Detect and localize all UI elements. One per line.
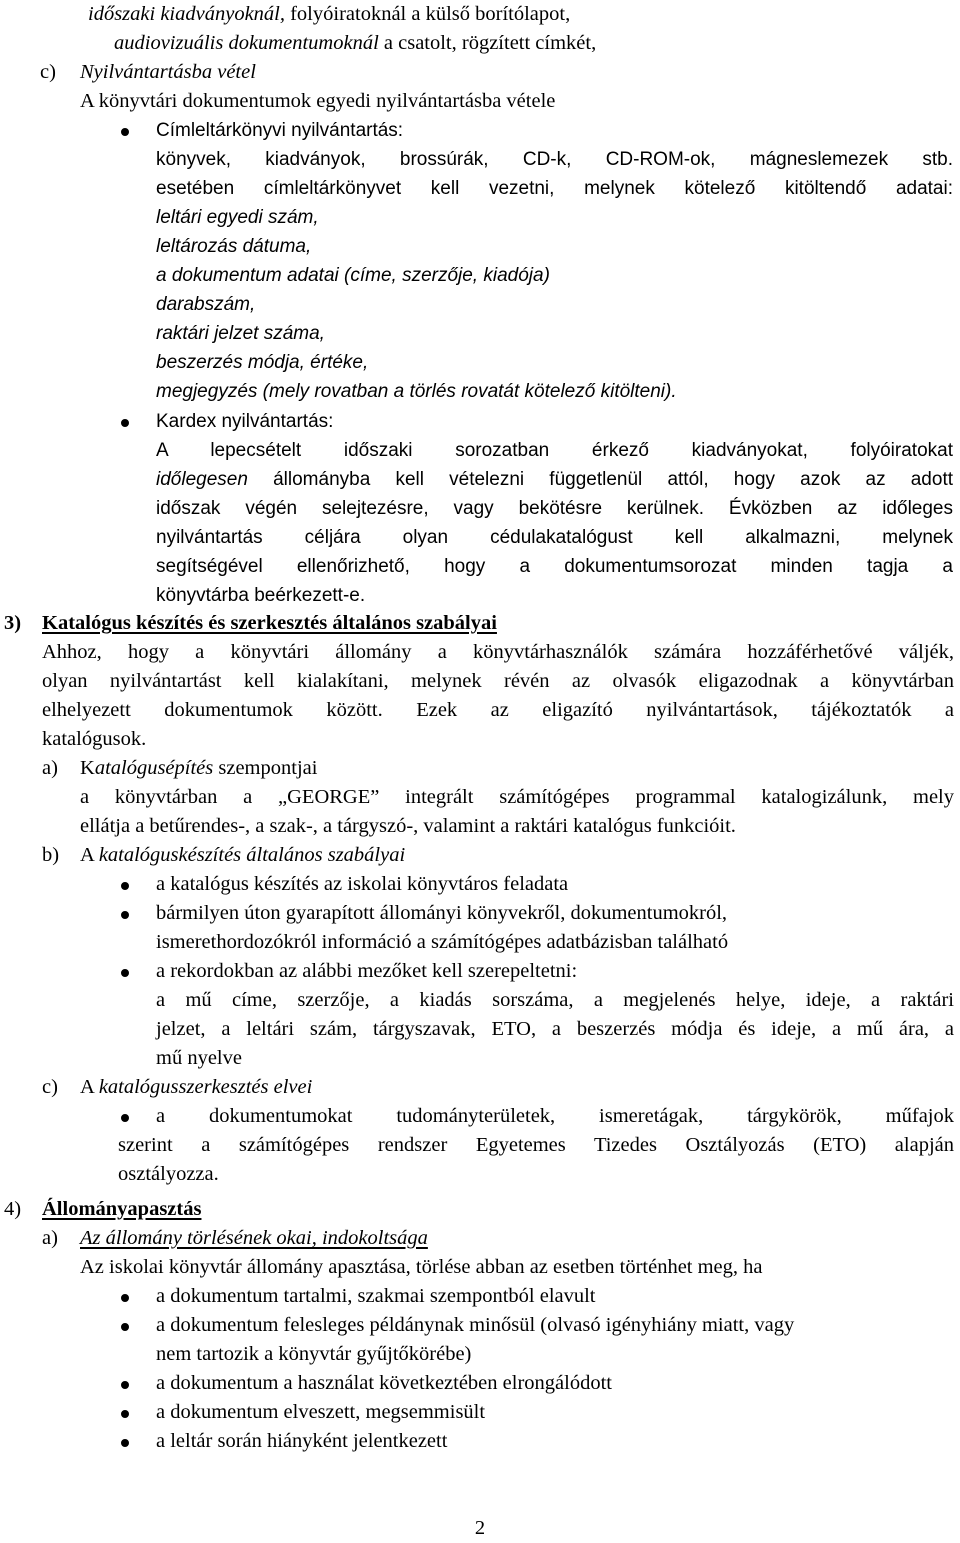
section-3b-item-1: a katalógus készítés az iskolai könyvtáros feladata xyxy=(156,873,569,895)
section-3c-line-3: osztályozza. xyxy=(118,1163,219,1185)
cimleltar-field: a dokumentum adatai (címe, szerzője, kiadója) xyxy=(156,265,550,286)
section-3-title: Katalógus készítés és szerkesztés általános szabályai xyxy=(42,612,497,634)
section-3a-line-2: ellátja a betűrendes-, a szak-, a tárgyszó-, valamint a raktári katalógus funkcióit. xyxy=(80,815,736,837)
cimleltar-field: darabszám, xyxy=(156,294,256,315)
bullet-icon xyxy=(121,1294,129,1302)
bullet-icon xyxy=(121,128,129,136)
kardex-line-4: nyilvántartás céljára olyan cédulakatalógust kell alkalmazni, melynek xyxy=(156,527,953,548)
kardex-line-1: A lepecsételt időszaki sorozatban érkező kiadványokat, folyóiratokat xyxy=(156,440,953,461)
section-4-title: Állományapasztás xyxy=(42,1198,202,1220)
bullet-icon xyxy=(121,882,129,890)
section-3-number: 3) xyxy=(4,612,22,634)
bullet-icon xyxy=(121,1439,129,1447)
kardex-line-2: időlegesen állományba kell vételezni függetlenül attól, hogy azok az adott xyxy=(156,469,953,490)
section-4a-item-2-cont: nem tartozik a könyvtár gyűjtőkörébe) xyxy=(156,1343,472,1365)
section-4a-item-2: a dokumentum felesleges példánynak minősül (olvasó igényhiány miatt, vagy xyxy=(156,1314,795,1336)
bullet-icon xyxy=(121,969,129,977)
bullet-icon xyxy=(121,1323,129,1331)
section-4a-label: a) xyxy=(42,1227,58,1249)
section-3-para-line-3: elhelyezett dokumentumok között. Ezek az eligazító nyilvántartások, tájékoztatók a xyxy=(42,699,954,721)
bullet-icon xyxy=(121,1381,129,1389)
section-3a-line-1: a könyvtárban a „GEORGE” integrált számítógépes programmal katalogizálunk, mely xyxy=(80,786,954,808)
section-3b-item-3: a rekordokban az alábbi mezőket kell szerepeltetni: xyxy=(156,960,578,982)
section-3-para-line-4: katalógusok. xyxy=(42,728,147,750)
bullet-icon xyxy=(121,911,129,919)
line-audiovisual: audiovizuális dokumentumoknál a csatolt, rögzített címkét, xyxy=(114,32,597,54)
cimleltar-line-1: könyvek, kiadványok, brossúrák, CD-k, CD-ROM-ok, mágneslemezek stb. xyxy=(156,149,953,170)
section-4a-item-4: a dokumentum elveszett, megsemmisült xyxy=(156,1401,486,1423)
section-3-para-line-2: olyan nyilvántartást kell kialakítani, melynek révén az olvasók eligazodnak a könyvtárban xyxy=(42,670,954,692)
section-3b-label: b) xyxy=(42,844,60,866)
page-number: 2 xyxy=(474,1517,486,1539)
kardex-line-5: segítségével ellenőrizhető, hogy a dokumentumsorozat minden tagja a xyxy=(156,556,953,577)
cimleltar-field: raktári jelzet száma, xyxy=(156,323,325,344)
section-c-title: Nyilvántartásba vétel xyxy=(80,61,256,83)
section-4a-title: Az állomány törlésének okai, indokoltsága xyxy=(80,1227,428,1249)
section-3a-label: a) xyxy=(42,757,58,779)
cimleltar-line-2: esetében címleltárkönyvet kell vezetni, melynek kötelező kitöltendő adatai: xyxy=(156,178,953,199)
bullet-icon xyxy=(121,1114,129,1122)
bullet-icon xyxy=(121,1410,129,1418)
kardex-heading: Kardex nyilvántartás: xyxy=(156,411,334,432)
section-3c-line-1: a dokumentumokat tudományterületek, ismeretágak, tárgykörök, műfajok xyxy=(156,1105,954,1127)
section-3c-line-2: szerint a számítógépes rendszer Egyetemes Tizedes Osztályozás (ETO) alapján xyxy=(118,1134,954,1156)
section-3c-label: c) xyxy=(42,1076,58,1098)
section-4a-item-3: a dokumentum a használat következtében elrongálódott xyxy=(156,1372,612,1394)
section-3a-title: Katalógusépítés szempontjai xyxy=(80,757,318,779)
cimleltar-field: megjegyzés (mely rovatban a törlés rovatát kötelező kitölteni). xyxy=(156,381,677,402)
section-3b-item-3-line-3: mű nyelve xyxy=(156,1047,242,1069)
section-3b-item-3-line-2: jelzet, a leltári szám, tárgyszavak, ETO, a beszerzés módja és ideje, a mű ára, a xyxy=(156,1018,954,1040)
section-3b-item-3-line-1: a mű címe, szerzője, a kiadás sorszáma, a megjelenés helye, ideje, a raktári xyxy=(156,989,954,1011)
section-4a-item-1: a dokumentum tartalmi, szakmai szempontból elavult xyxy=(156,1285,596,1307)
cimleltar-field: leltározás dátuma, xyxy=(156,236,312,257)
line-periodicals: időszaki kiadványoknál, folyóiratoknál a külső borítólapot, xyxy=(88,3,571,25)
section-3b-item-2: bármilyen úton gyarapított állományi könyvekről, dokumentumokról, xyxy=(156,902,728,924)
kardex-line-6: könyvtárba beérkezett-e. xyxy=(156,585,366,606)
section-4-number: 4) xyxy=(4,1198,22,1220)
cimleltar-field: beszerzés módja, értéke, xyxy=(156,352,369,373)
bullet-icon xyxy=(121,419,129,427)
section-4a-intro: Az iskolai könyvtár állomány apasztása, törlése abban az esetben történhet meg, ha xyxy=(80,1256,763,1278)
section-3b-item-2-cont: ismerethordozókról információ a számítógépes adatbázisban található xyxy=(156,931,729,953)
kardex-line-3: időszak végén selejtezésre, vagy bekötésre kerülnek. Évközben az időleges xyxy=(156,498,953,519)
section-c-description: A könyvtári dokumentumok egyedi nyilvántartásba vétele xyxy=(80,90,556,112)
section-3b-title: A katalóguskészítés általános szabályai xyxy=(80,844,406,866)
section-4a-item-5: a leltár során hiányként jelentkezett xyxy=(156,1430,448,1452)
cimleltar-field: leltári egyedi szám, xyxy=(156,207,319,228)
section-c-label: c) xyxy=(40,61,56,83)
section-3c-title: A katalógusszerkesztés elvei xyxy=(80,1076,313,1098)
cimleltar-heading: Címleltárkönyvi nyilvántartás: xyxy=(156,120,404,141)
section-3-para-line-1: Ahhoz, hogy a könyvtári állomány a könyvtárhasználók számára hozzáférhetővé váljék, xyxy=(42,641,954,663)
